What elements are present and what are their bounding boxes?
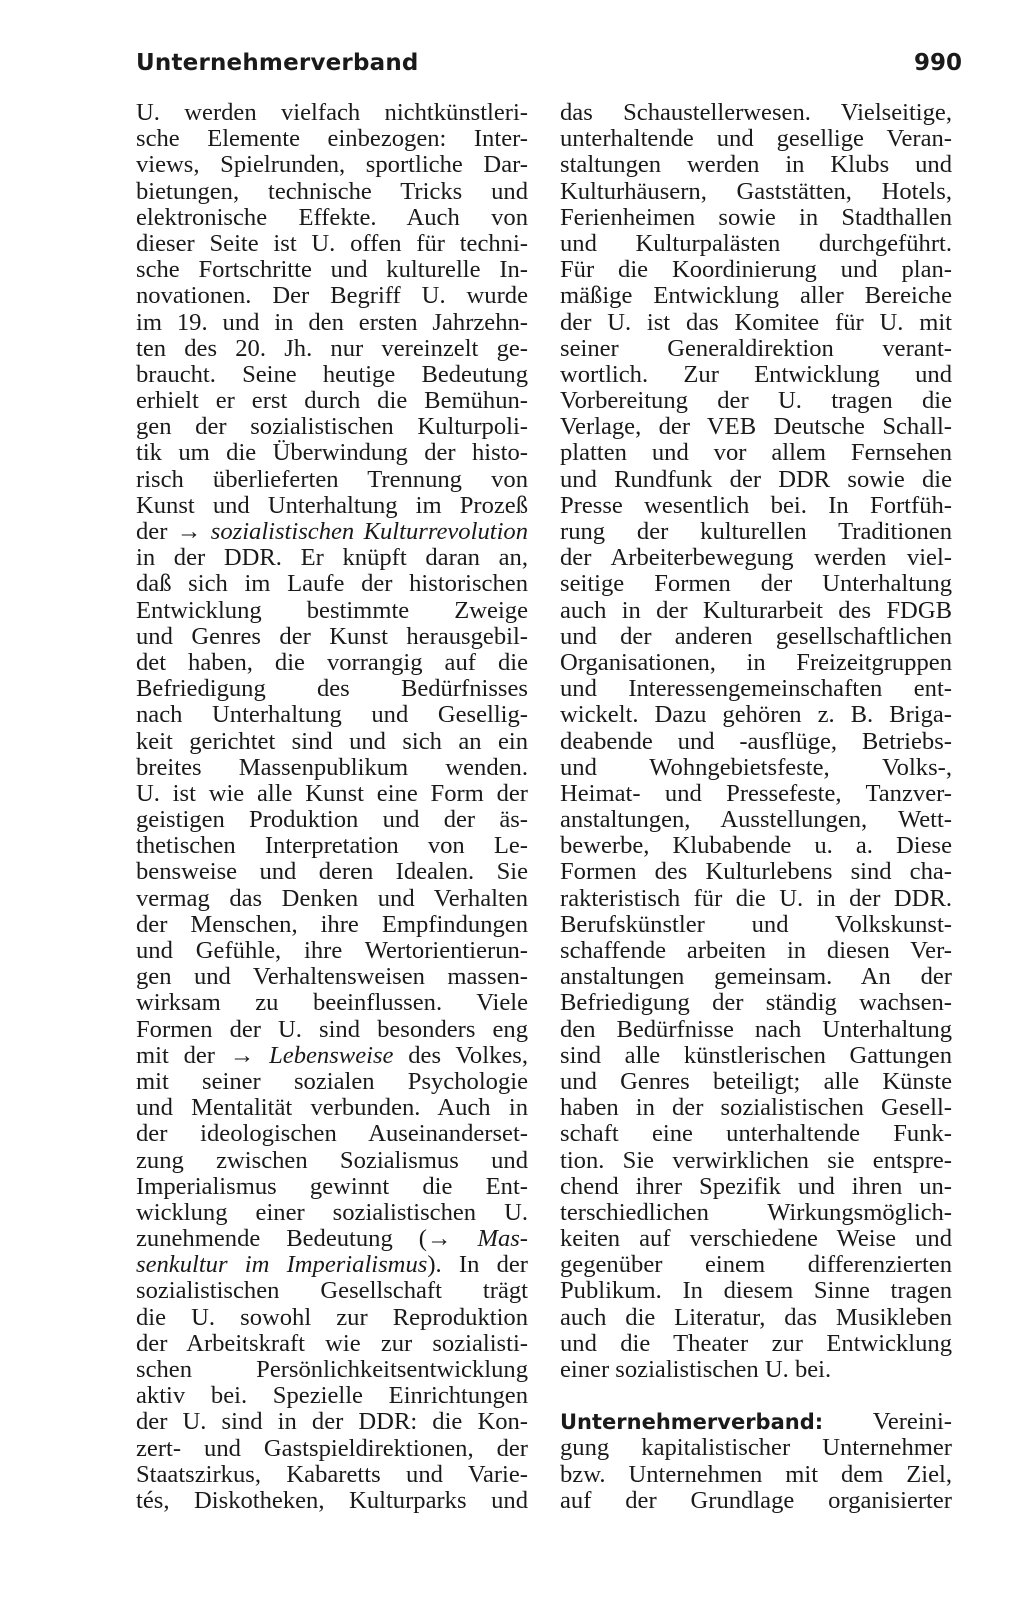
text-line: der U. ist das Komitee für U. mit xyxy=(560,308,952,336)
text-fragment: mit der → xyxy=(136,1041,255,1069)
text-fragment: ). In der xyxy=(427,1251,528,1279)
text-line: bzw. Unternehmen mit dem Ziel, xyxy=(560,1460,952,1488)
text-line: Für die Koordinierung und plan- xyxy=(560,256,952,284)
text-line: und Gefühle, ihre Wertorientierun- xyxy=(136,937,528,964)
text-line: Befriedigung der ständig wachsen- xyxy=(560,989,952,1017)
text-line: einer sozialistischen U. bei. xyxy=(560,1356,832,1383)
text-line: Presse wesentlich bei. In Fortfüh- xyxy=(560,491,952,519)
text-line: mit seiner sozialen Psychologie xyxy=(136,1067,528,1095)
text-line: gegenüber einem differenzierten xyxy=(560,1251,952,1279)
text-line: und Rundfunk der DDR sowie die xyxy=(560,465,952,493)
text-line: seiner Generaldirektion verant- xyxy=(560,334,952,362)
text-line: det haben, die vorrangig auf die xyxy=(136,648,528,676)
text-fragment: Vereini- xyxy=(872,1408,952,1436)
text-line: tés, Diskotheken, Kulturparks und xyxy=(136,1486,528,1514)
text-line: Organisationen, in Freizeitgruppen xyxy=(560,648,952,676)
text-line: der Menschen, ihre Empfindungen xyxy=(136,910,528,938)
text-line: der Arbeiterbewegung werden viel- xyxy=(560,544,952,572)
text-line: bewerbe, Klubabende u. a. Diese xyxy=(560,832,952,860)
text-line: wicklung einer sozialistischen U. xyxy=(136,1198,528,1226)
text-line: auch die Literatur, das Musikleben xyxy=(560,1303,952,1331)
text-line: wirksam zu beeinflussen. Viele xyxy=(136,989,528,1017)
text-line: Heimat- und Pressefeste, Tanzver- xyxy=(560,779,952,807)
cross-reference-link[interactable]: Mas- xyxy=(477,1225,528,1253)
text-line: tik um die Überwindung der histo- xyxy=(136,439,528,467)
text-line: keiten auf verschiedene Weise und xyxy=(560,1225,952,1253)
text-line: und Kulturpalästen durchgeführt. xyxy=(560,229,952,257)
text-line: Publikum. In diesem Sinne tragen xyxy=(560,1277,952,1305)
text-line: in der DDR. Er knüpft daran an, xyxy=(136,544,528,572)
text-line: thetischen Interpretation von Le- xyxy=(136,832,528,860)
text-line: elektronische Effekte. Auch von xyxy=(136,203,528,231)
text-line: schen Persönlichkeitsentwicklung xyxy=(136,1356,528,1383)
text-line: daß sich im Laufe der historischen xyxy=(136,570,528,598)
text-line: U. ist wie alle Kunst eine Form der xyxy=(136,779,528,807)
text-line: und Mentalität verbunden. Auch in xyxy=(136,1094,528,1122)
text-line: schaft eine unterhaltende Funk- xyxy=(560,1120,952,1148)
text-line: Befriedigung des Bedürfnisses xyxy=(136,675,528,703)
text-line: Kulturhäusern, Gaststätten, Hotels, xyxy=(560,177,952,205)
text-line: wortlich. Zur Entwicklung und xyxy=(560,360,952,388)
text-line: die U. sowohl zur Reproduktion xyxy=(136,1303,528,1331)
text-line: dieser Seite ist U. offen für techni- xyxy=(136,229,528,257)
text-line: und die Theater zur Entwicklung xyxy=(560,1329,952,1357)
text-line: der U. sind in der DDR: die Kon- xyxy=(136,1408,528,1436)
text-line-with-ref xyxy=(136,1043,528,1069)
cross-reference-link[interactable]: senkultur im Imperialismus xyxy=(136,1251,428,1279)
text-line: views, Spielrunden, sportliche Dar- xyxy=(136,151,528,179)
text-line: und Interessengemeinschaften ent- xyxy=(560,675,952,703)
text-line: zert- und Gastspieldirektionen, der xyxy=(136,1434,528,1462)
text-line: haben in der sozialistischen Gesell- xyxy=(560,1094,952,1122)
text-fragment: der → xyxy=(136,518,202,545)
text-line: Entwicklung bestimmte Zweige xyxy=(136,596,528,624)
text-line-with-ref xyxy=(136,519,528,545)
cross-reference-link[interactable]: Lebensweise xyxy=(269,1041,394,1069)
text-line: gen und Verhaltensweisen massen- xyxy=(136,963,528,991)
right-column xyxy=(560,100,952,1514)
text-line: wickelt. Dazu gehören z. B. Briga- xyxy=(560,701,952,729)
text-line: seitige Formen der Unterhaltung xyxy=(560,570,952,598)
text-line: gen der sozialistischen Kulturpoli- xyxy=(136,413,528,441)
text-line: aktiv bei. Spezielle Einrichtungen xyxy=(136,1382,528,1410)
text-line: mäßige Entwicklung aller Bereiche xyxy=(560,282,952,310)
text-line: U. werden vielfach nichtkünstleri- xyxy=(136,99,528,126)
text-line: nach Unterhaltung und Gesellig- xyxy=(136,701,528,729)
running-head: Unternehmerverband xyxy=(136,50,419,76)
text-line: chend ihrer Spezifik und ihren un- xyxy=(560,1172,952,1200)
text-line: Imperialismus gewinnt die Ent- xyxy=(136,1172,528,1200)
text-line: und Genres der Kunst herausgebil- xyxy=(136,622,528,650)
text-line: auf der Grundlage organisierter xyxy=(560,1486,952,1514)
text-line: ten des 20. Jh. nur vereinzelt ge- xyxy=(136,334,528,362)
text-fragment: zunehmende Bedeutung (→ xyxy=(136,1225,452,1253)
text-line: breites Massenpublikum wenden. xyxy=(136,753,528,781)
text-line: vermag das Denken und Verhalten xyxy=(136,884,528,912)
entry-headword-line xyxy=(560,1409,952,1435)
text-line: staltungen werden in Klubs und xyxy=(560,151,952,179)
text-line: schaffende arbeiten in diesen Ver- xyxy=(560,937,952,964)
text-line: Vorbereitung der U. tragen die xyxy=(560,387,952,415)
text-line: bietungen, technische Tricks und xyxy=(136,177,528,205)
text-line: gung kapitalistischer Unternehmer xyxy=(560,1434,952,1462)
text-line: sche Elemente einbezogen: Inter- xyxy=(136,125,528,153)
cross-reference-link[interactable]: sozialistischen Kulturrevolution xyxy=(210,518,528,545)
text-line: sche Fortschritte und kulturelle In- xyxy=(136,256,528,284)
text-line: novationen. Der Begriff U. wurde xyxy=(136,282,528,310)
page-number: 990 xyxy=(913,50,962,76)
text-line: rakteristisch für die U. in der DDR. xyxy=(560,884,952,912)
text-line: Verlage, der VEB Deutsche Schall- xyxy=(560,413,952,441)
text-line: sind alle künstlerischen Gattungen xyxy=(560,1041,952,1069)
text-line-with-ref xyxy=(136,1252,528,1278)
text-line: Formen des Kulturlebens sind cha- xyxy=(560,858,952,886)
text-line: rung der kulturellen Traditionen xyxy=(560,518,952,545)
text-line: platten und vor allem Fernsehen xyxy=(560,439,952,467)
text-line: Berufskünstler und Volkskunst- xyxy=(560,910,952,938)
text-line: auch in der Kulturarbeit des FDGB xyxy=(560,596,952,624)
text-line: Staatszirkus, Kabaretts und Varie- xyxy=(136,1460,528,1488)
text-line: bensweise und deren Idealen. Sie xyxy=(136,858,528,886)
text-line: unterhaltende und gesellige Veran- xyxy=(560,125,952,153)
text-line: anstaltungen gemeinsam. An der xyxy=(560,963,952,991)
text-line: der ideologischen Auseinanderset- xyxy=(136,1120,528,1148)
text-line: und Genres beteiligt; alle Künste xyxy=(560,1067,952,1095)
text-line: im 19. und in den ersten Jahrzehn- xyxy=(136,308,528,336)
text-line: Formen der U. sind besonders eng xyxy=(136,1015,528,1043)
text-line: erhielt er erst durch die Bemühun- xyxy=(136,387,528,415)
text-line: braucht. Seine heutige Bedeutung xyxy=(136,360,528,388)
text-line: den Bedürfnisse nach Unterhaltung xyxy=(560,1015,952,1043)
text-line: Kunst und Unterhaltung im Prozeß xyxy=(136,491,528,519)
text-fragment: des Volkes, xyxy=(408,1041,528,1069)
text-line: und der anderen gesellschaftlichen xyxy=(560,622,952,650)
text-line: Ferienheimen sowie in Stadthallen xyxy=(560,203,952,231)
text-line: terschiedlichen Wirkungsmöglich- xyxy=(560,1198,952,1226)
text-line: und Wohngebietsfeste, Volks-, xyxy=(560,753,952,781)
text-line: risch überlieferten Trennung von xyxy=(136,465,528,493)
entry-headword: Unternehmerverband: xyxy=(560,1410,824,1435)
text-line: der Arbeitskraft wie zur sozialisti- xyxy=(136,1329,528,1357)
text-line: zung zwischen Sozialismus und xyxy=(136,1146,528,1174)
left-column xyxy=(136,100,528,1514)
text-line-with-ref xyxy=(136,1226,528,1252)
text-line: anstaltungen, Ausstellungen, Wett- xyxy=(560,806,952,834)
text-line: keit gerichtet sind und sich an ein xyxy=(136,727,528,755)
text-line: tion. Sie verwirklichen sie entspre- xyxy=(560,1146,952,1174)
text-line: sozialistischen Gesellschaft trägt xyxy=(136,1277,528,1305)
text-line: deabende und -ausflüge, Betriebs- xyxy=(560,727,952,755)
entry-separator xyxy=(560,1383,952,1409)
text-line: geistigen Produktion und der äs- xyxy=(136,806,528,834)
text-line: das Schaustellerwesen. Vielseitige, xyxy=(560,99,952,126)
